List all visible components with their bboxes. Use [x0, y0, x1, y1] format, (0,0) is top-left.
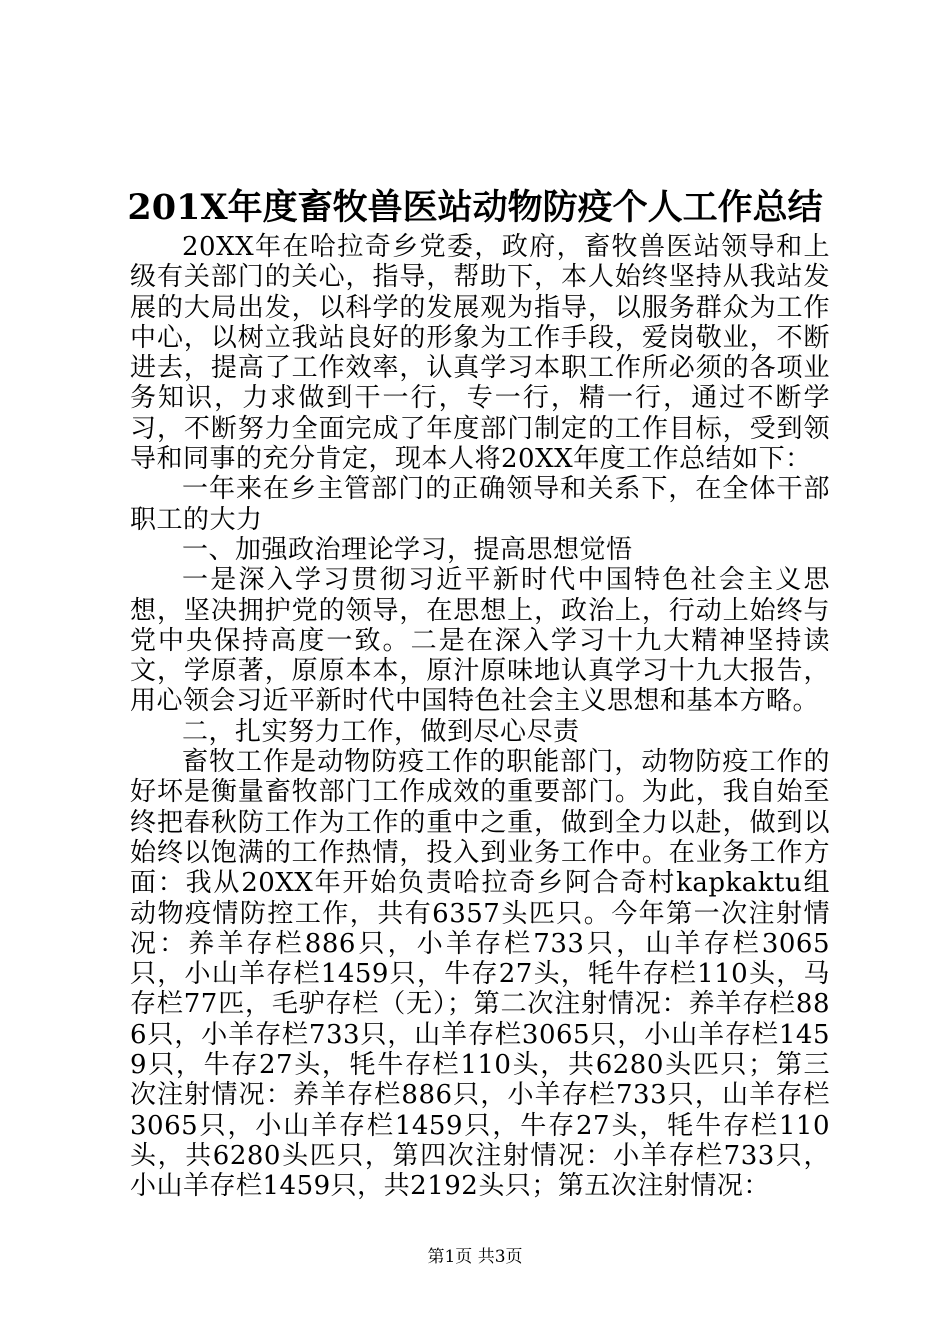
- paragraph-summary: 一年来在乡主管部门的正确领导和关系下，在全体干部职工的大力: [130, 474, 830, 535]
- paragraph-intro: 20XX年在哈拉奇乡党委，政府，畜牧兽医站领导和上级有关部门的关心，指导，帮助下，本人始终坚持从我站发展的大局出发，以科学的发展观为指导，以服务群众为工作中心，以树立我站良好的形象为工作手段，爱岗敬业，不断进去，提高了工作效率，认真学习本职工作所必须的各项业务知识，力求做到干一行，专一行，精一行，通过不断学习，不断努力全面完成了年度部门制定的工作目标，受到领导和同事的充分肯定，现本人将20XX年度工作总结如下：: [130, 232, 830, 475]
- paragraph-section-2: 畜牧工作是动物防疫工作的职能部门，动物防疫工作的好坏是衡量畜牧部门工作成效的重要部门。为此，我自始至终把春秋防工作为工作的重中之重，做到全力以赴，做到以始终以饱满的工作热情，投入到业务工作中。在业务工作方面：我从20XX年开始负责哈拉奇乡阿合奇村kapkaktu组动物疫情防控工作，共有6357头匹只。今年第一次注射情况：养羊存栏886只，小羊存栏733只，山羊存栏3065只，小山羊存栏1459只，牛存27头，牦牛存栏110头，马存栏77匹，毛驴存栏（无）；第二次注射情况：养羊存栏886只，小羊存栏733只，山羊存栏3065只，小山羊存栏1459只，牛存27头，牦牛存栏110头，共6280头匹只；第三次注射情况：养羊存栏886只，小羊存栏733只，山羊存栏3065只，小山羊存栏1459只，牛存27头，牦牛存栏110头，共6280头匹只，第四次注射情况：小羊存栏733只，小山羊存栏1459只，共2192头只；第五次注射情况：: [130, 747, 830, 1202]
- document-title: 201X年度畜牧兽医站动物防疫个人工作总结: [127, 187, 823, 228]
- section-heading-1: 一、加强政治理论学习，提高思想觉悟: [182, 534, 633, 565]
- document-body: [130, 232, 830, 1202]
- page-indicator: 第1页 共3页: [427, 1247, 523, 1267]
- section-heading-2: 二，扎实努力工作，做到尽心尽责: [182, 716, 580, 747]
- paragraph-section-1: 一是深入学习贯彻习近平新时代中国特色社会主义思想，坚决拥护党的领导，在思想上，政治上，行动上始终与党中央保持高度一致。二是在深入学习十九大精神坚持读文，学原著，原原本本，原汁原味地认真学习十九大报告，用心领会习近平新时代中国特色社会主义思想和基本方略。: [130, 565, 830, 717]
